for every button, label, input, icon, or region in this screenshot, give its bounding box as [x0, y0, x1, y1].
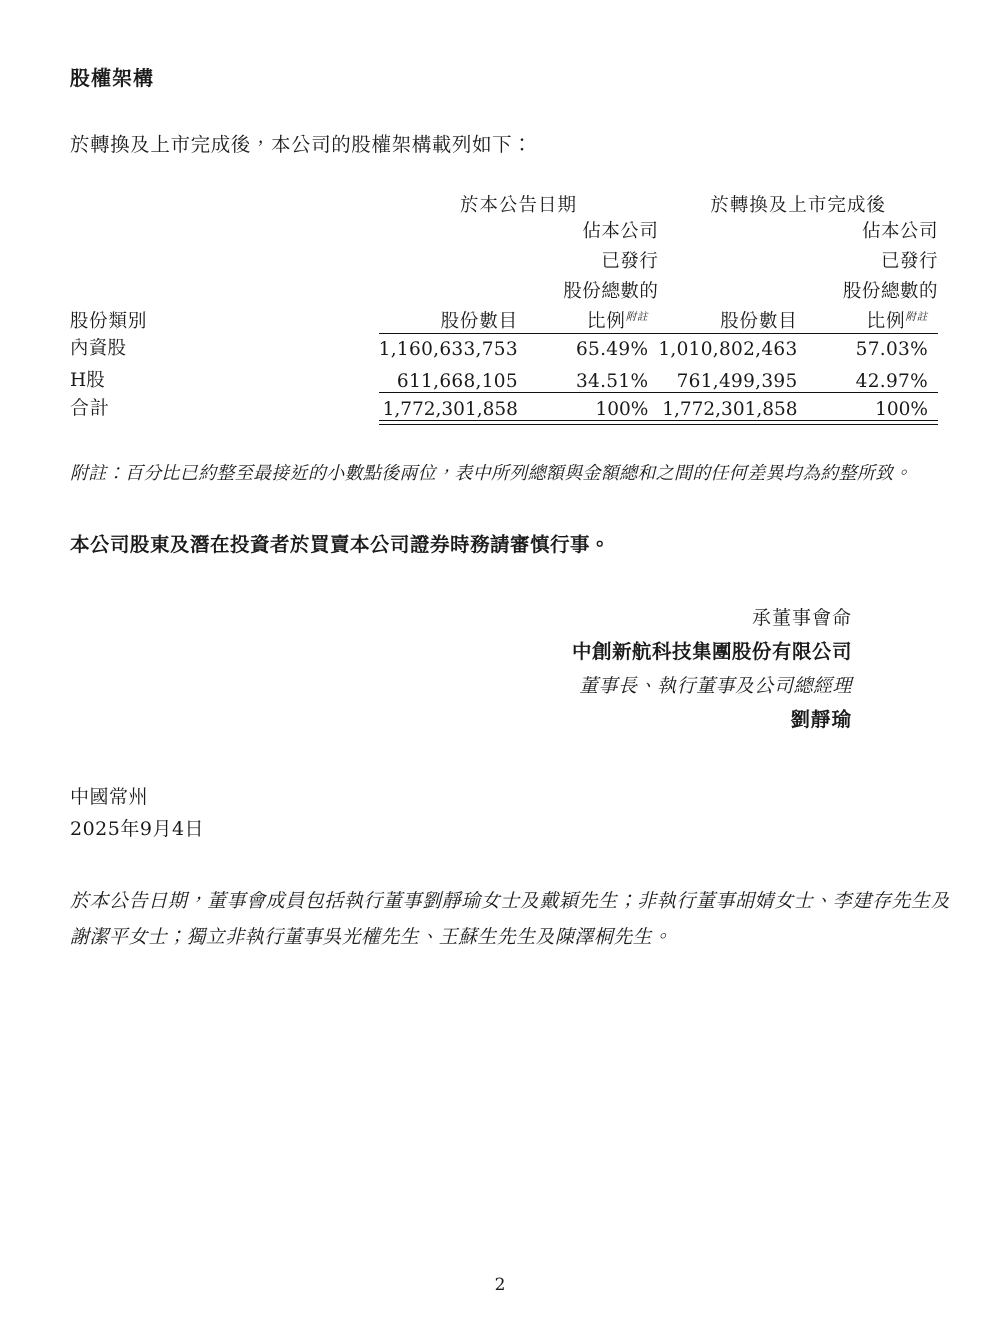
table-total-rule-row	[70, 420, 938, 425]
group-header-current: 於本公告日期	[459, 195, 577, 216]
pct-header-after-note: 附註	[905, 310, 928, 323]
pct-header-line-3-current: 股份總數的	[563, 281, 659, 302]
num-header-after: 股份數目	[720, 311, 798, 332]
caution-statement: 本公司股東及潛在投資者於買賣本公司證券時務請審慎行事。	[70, 533, 611, 556]
pct-header-after	[810, 307, 938, 333]
pct-header-current-note: 附註	[625, 310, 649, 323]
total-rule-1	[379, 420, 530, 425]
table-group-header-row	[70, 191, 938, 217]
row-current-pct-domestic: 65.49%	[575, 339, 649, 360]
total-after-pct: 100%	[875, 399, 928, 420]
row-label-domestic: 內資股	[70, 338, 127, 359]
signature-title: 董事長、執行董事及公司總經理	[578, 675, 852, 697]
pct-header-current-text: 比例	[587, 311, 626, 332]
table-subheader-row-1	[70, 217, 938, 247]
row-current-shares-hshare: 611,668,105	[396, 371, 518, 392]
table-row	[70, 360, 938, 392]
pct-header-line-2-after: 已發行	[880, 251, 938, 272]
pct-header-line-3-after: 股份總數的	[842, 281, 938, 302]
total-rule-3	[658, 420, 809, 425]
table-column-header-row	[70, 307, 938, 333]
row-after-pct-hshare: 42.97%	[855, 371, 928, 392]
page-number: 2	[494, 1275, 506, 1295]
table-total-row	[70, 393, 938, 420]
intro-paragraph: 於轉換及上市完成後，本公司的股權架構載列如下：	[70, 133, 533, 156]
total-rule-4	[810, 420, 938, 425]
row-after-shares-domestic: 1,010,802,463	[658, 339, 798, 360]
pct-header-current	[530, 307, 658, 333]
table-subheader-row-3	[70, 277, 938, 307]
total-current-pct: 100%	[595, 399, 649, 420]
place: 中國常州	[70, 786, 149, 808]
signature-by-order: 承董事會命	[751, 607, 852, 629]
place-date-block	[70, 781, 934, 845]
row-after-shares-hshare: 761,499,395	[676, 371, 798, 392]
row-current-pct-hshare: 34.51%	[575, 371, 649, 392]
row-after-pct-domestic: 57.03%	[855, 339, 928, 360]
date: 2025年9月4日	[70, 818, 205, 840]
total-rule-2	[530, 420, 658, 425]
total-after-shares: 1,772,301,858	[662, 399, 798, 420]
shareholding-table	[70, 191, 938, 425]
directors-note: 於本公告日期，董事會成員包括執行董事劉靜瑜女士及戴穎先生；非執行董事胡婧女士、李建存先生及謝潔平女士；獨立非執行董事吳光權先生、王蘇生先生及陳澤桐先生。	[70, 890, 950, 948]
total-current-shares: 1,772,301,858	[382, 399, 518, 420]
table-footnote: 附註：百分比已約整至最接近的小數點後兩位，表中所列總額與金額總和之間的任何差異均為約整所致。	[70, 463, 912, 484]
signature-block	[70, 601, 934, 737]
table-row	[70, 334, 938, 360]
row-label-hshare: H股	[70, 370, 106, 391]
pct-header-after-text: 比例	[866, 311, 906, 332]
signature-company: 中創新航科技集團股份有限公司	[571, 640, 852, 663]
signature-name: 劉靜瑜	[790, 708, 852, 731]
group-header-after: 於轉換及上市完成後	[710, 195, 886, 216]
page-title: 股權架構	[70, 66, 154, 90]
pct-header-line-1-current: 佔本公司	[582, 221, 659, 242]
pct-header-line-1-after: 佔本公司	[861, 221, 938, 242]
table-subheader-row-2	[70, 247, 938, 277]
row-current-shares-domestic: 1,160,633,753	[378, 339, 518, 360]
total-label: 合計	[70, 397, 111, 419]
num-header-current: 股份數目	[440, 311, 518, 332]
pct-header-line-2-current: 已發行	[601, 251, 659, 272]
stub-header: 股份類別	[70, 311, 148, 332]
